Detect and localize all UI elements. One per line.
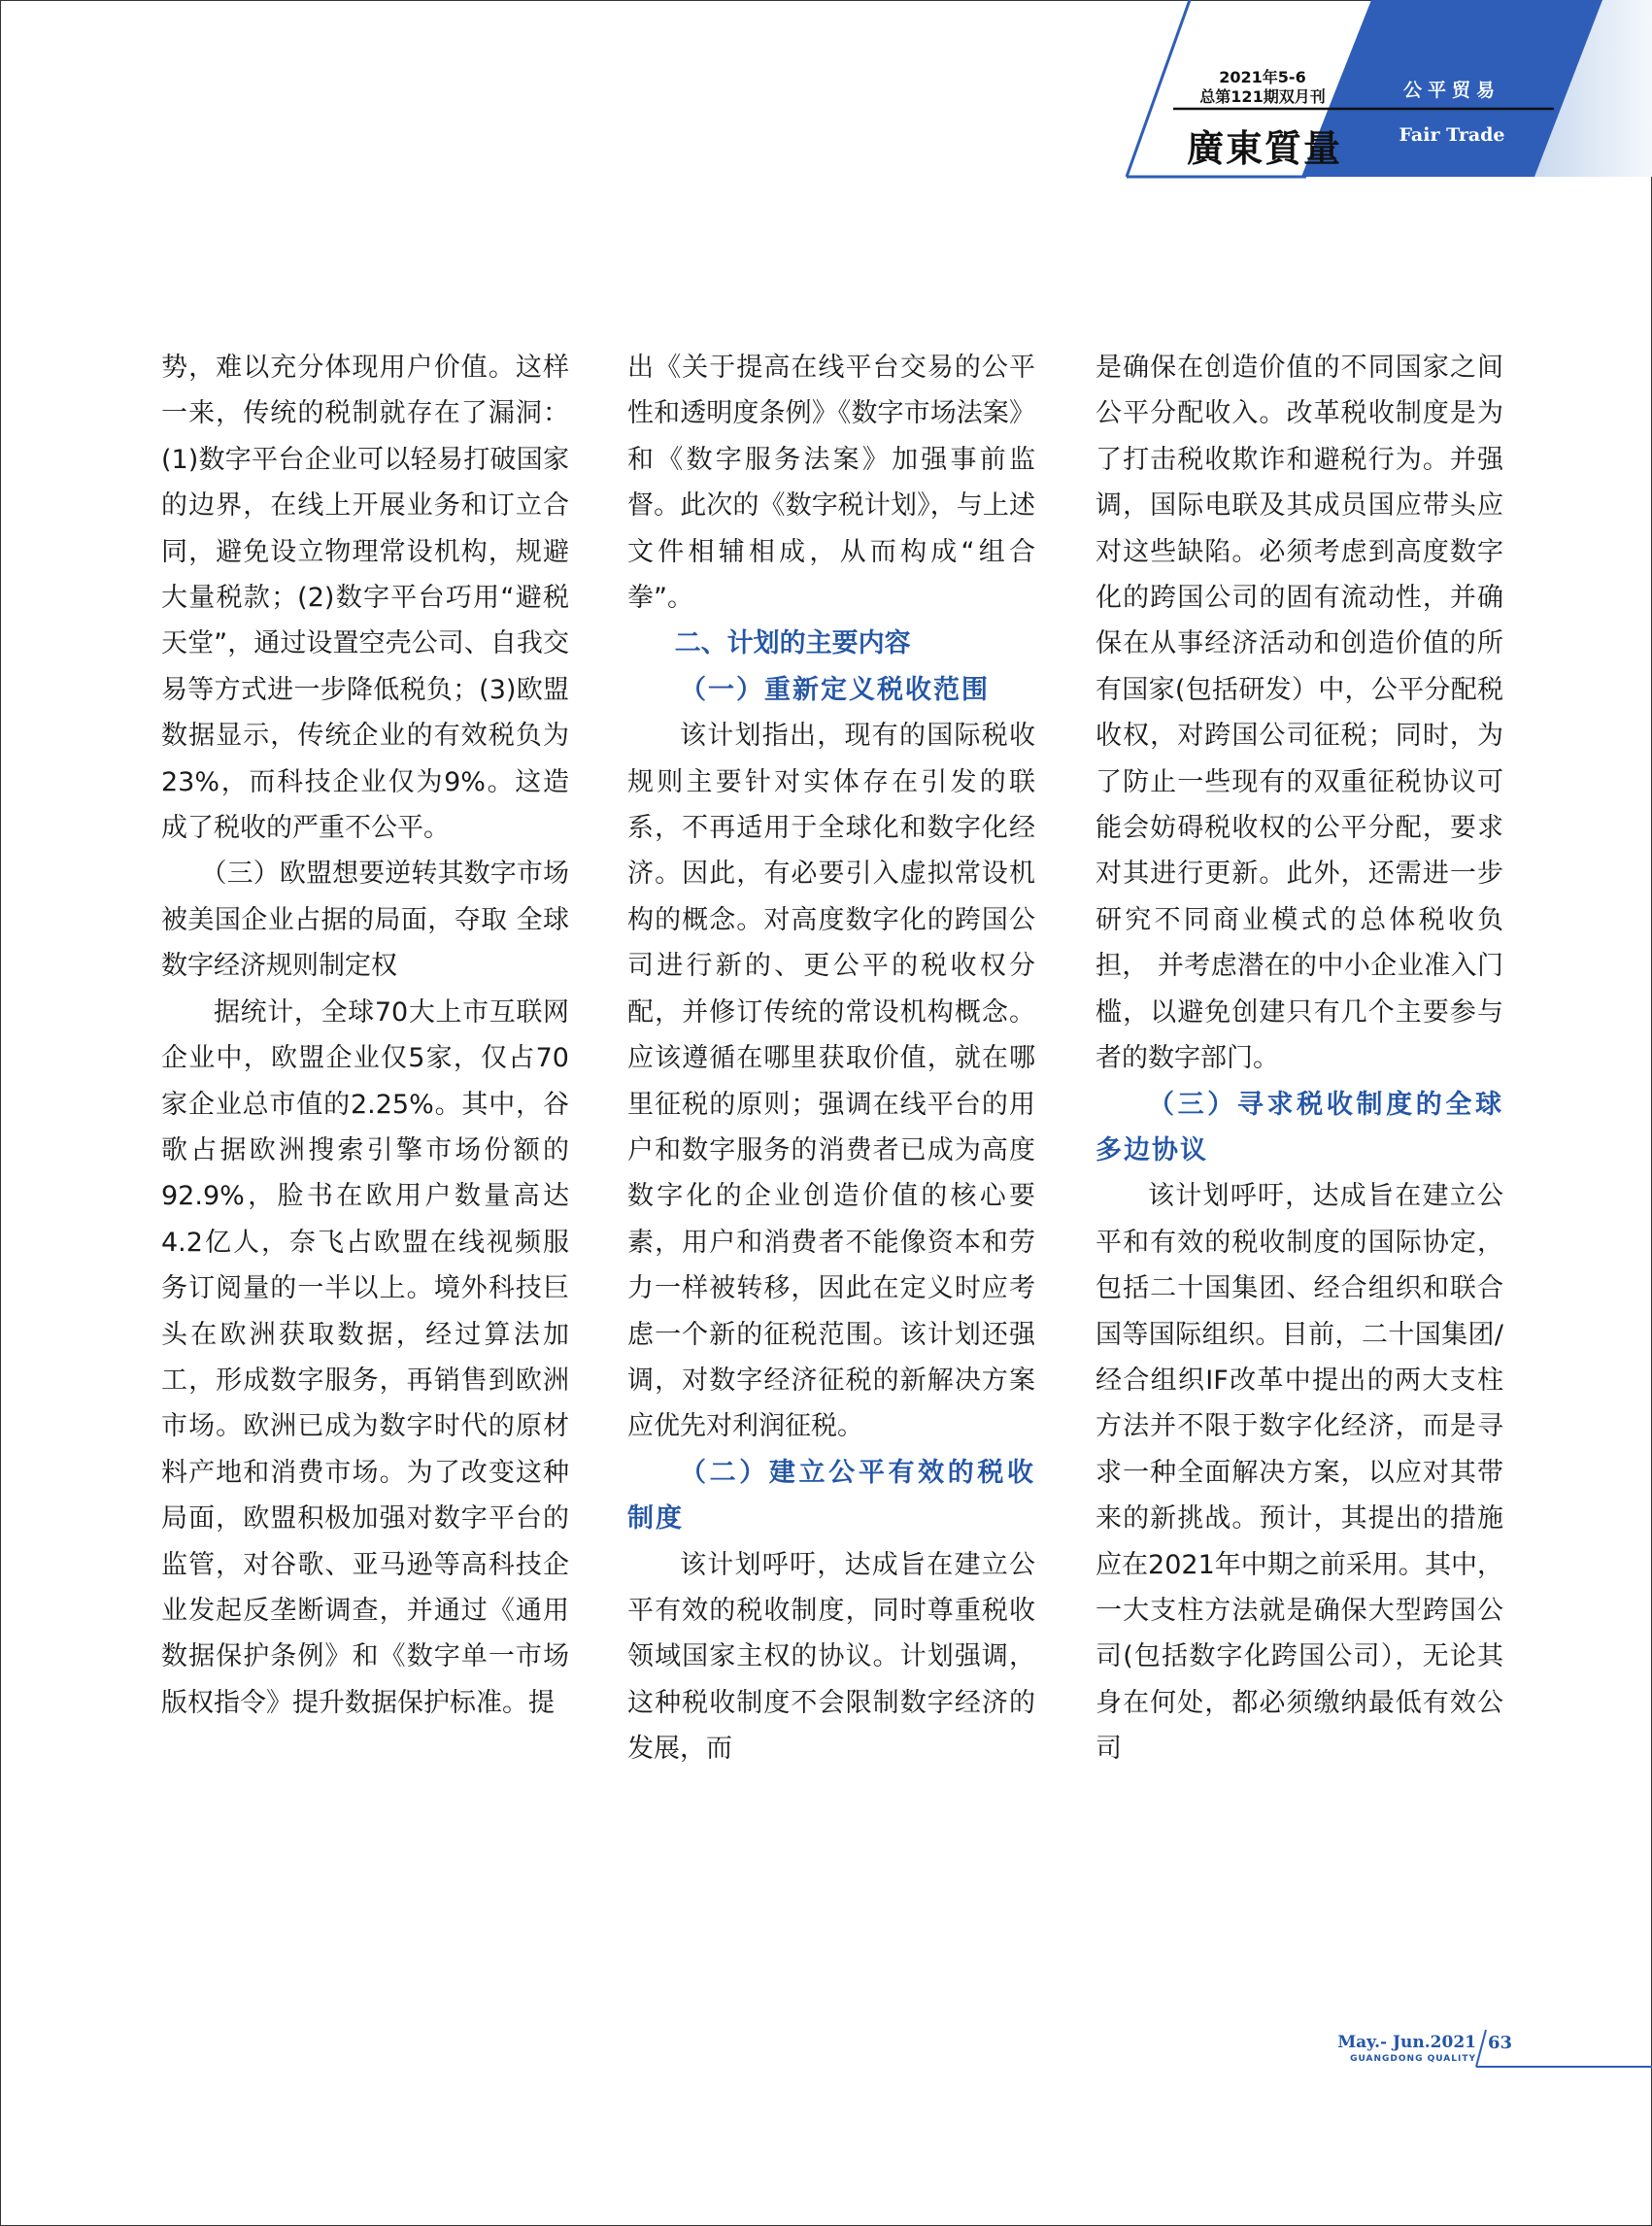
issue-info xyxy=(1165,68,1360,107)
text-column-3 xyxy=(1096,345,1503,1772)
paragraph: 是确保在创造价值的不同国家之间公平分配收入。改革税收制度是为了打击税收欺诈和避税行为。并强调，国际电联及其成员国应带头应对这些缺陷。必须考虑到高度数字化的跨国公司的固有流动性，并确保在从事经济活动和创造价值的所有国家(包括研发）中，公平分配税收权，对跨国公司征税；同时，为了防止一些现有的双重征税协议可能会妨碍税收权的公平分配，要求对其进行更新。此外，还需进一步研究不同商业模式的总体税收负担， 并考虑潜在的中小企业准入门槛，以避免创建只有几个主要参与者的数字部门。 xyxy=(1096,353,1503,1074)
section-heading: 二、计划的主要内容 xyxy=(674,628,911,659)
section-title-en: Fair Trade xyxy=(1399,124,1505,146)
subsection-heading: （三）寻求税收制度的全球多边协议 xyxy=(1096,1089,1503,1165)
paragraph: 该计划呼吁，达成旨在建立公平和有效的税收制度的国际协定，包括二十国集团、经合组织和联合国等国际组织。目前，二十国集团/经合组织IF改革中提出的两大支柱方法并不限于数字化经济，而是寻求一种全面解决方案，以应对其带来的新挑战。预计，其提出的措施应在2021年中期之前采用。其中，一大支柱方法就是确保大型跨国公司(包括数字化跨国公司），无论其身在何处，都必须缴纳最低有效公司 xyxy=(1096,1181,1503,1765)
paragraph: 出《关于提高在线平台交易的公平性和透明度条例》《数字市场法案》和《数字服务法案》加强事前监督。此次的《数字税计划》，与上述文件相辅相成，从而构成“组合拳”。 xyxy=(627,353,1035,614)
subsection-heading: （二）建立公平有效的税收制度 xyxy=(627,1457,1035,1535)
section-title-cn: 公平贸易 xyxy=(1402,80,1500,101)
page-number: 63 xyxy=(1488,2033,1513,2053)
footer-magazine: GUANGDONG QUALITY xyxy=(1350,2054,1476,2064)
paragraph: 据统计，全球70大上市互联网企业中，欧盟企业仅5家，仅占70家企业总市值的2.25%。其中，谷歌占据欧洲搜索引擎市场份额的92.9%，脸书在欧用户数量高达4.2亿人，奈飞占欧盟在线视频服务订阅量的一半以上。境外科技巨头在欧洲获取数据，经过算法加工，形成数字服务，再销售到欧洲市场。欧洲已成为数字时代的原材料产地和消费市场。为了改变这种局面，欧盟积极加强对数字平台的监管，对谷歌、亚马逊等高科技企业发起反垄断调查，并通过《通用数据保护条例》和《数字单一市场版权指令》提升数据保护标准。提 xyxy=(161,996,569,1718)
magazine-name: 廣東質量 xyxy=(1187,126,1343,170)
footer-date: May.- Jun.2021 xyxy=(1337,2033,1476,2052)
text-column-2 xyxy=(627,345,1035,1772)
text-column-1 xyxy=(161,345,569,1726)
section-heading: （三）欧盟想要逆转其数字市场被美国企业占据的局面，夺取 全球数字经济规则制定权 xyxy=(161,859,569,982)
paragraph: 该计划指出，现有的国际税收规则主要针对实体存在引发的联系，不再适用于全球化和数字化经济。因此，有必要引入虚拟常设机构的概念。对高度数字化的跨国公司进行新的、更公平的税收权分配，并修订传统的常设机构概念。应该遵循在哪里获取价值，就在哪里征税的原则；强调在线平台的用户和数字服务的消费者已成为高度数字化的企业创造价值的核心要素，用户和消费者不能像资本和劳力一样被转移，因此在定义时应考虑一个新的征税范围。该计划还强调，对数字经济征税的新解决方案应优先对利润征税。 xyxy=(627,721,1035,1442)
subsection-heading: （一）重新定义税收范围 xyxy=(680,674,990,705)
paragraph: 势，难以充分体现用户价值。这样一来，传统的税制就存在了漏洞：(1)数字平台企业可以轻易打破国家的边界，在线上开展业务和订立合同，避免设立物理常设机构，规避大量税款；(2)数字平台巧用“避税天堂”，通过设置空壳公司、自我交易等方式进一步降低税负；(3)欧盟数据显示，传统企业的有效税负为23%，而科技企业仅为9%。这造成了税收的严重不公平。 xyxy=(161,353,569,844)
issue-date: 2021年5-6 xyxy=(1219,68,1306,86)
paragraph: 该计划呼吁，达成旨在建立公平有效的税收制度，同时尊重税收领域国家主权的协议。计划强调，这种税收制度不会限制数字经济的发展，而 xyxy=(627,1549,1035,1765)
issue-number: 总第121期双月刊 xyxy=(1199,87,1326,106)
